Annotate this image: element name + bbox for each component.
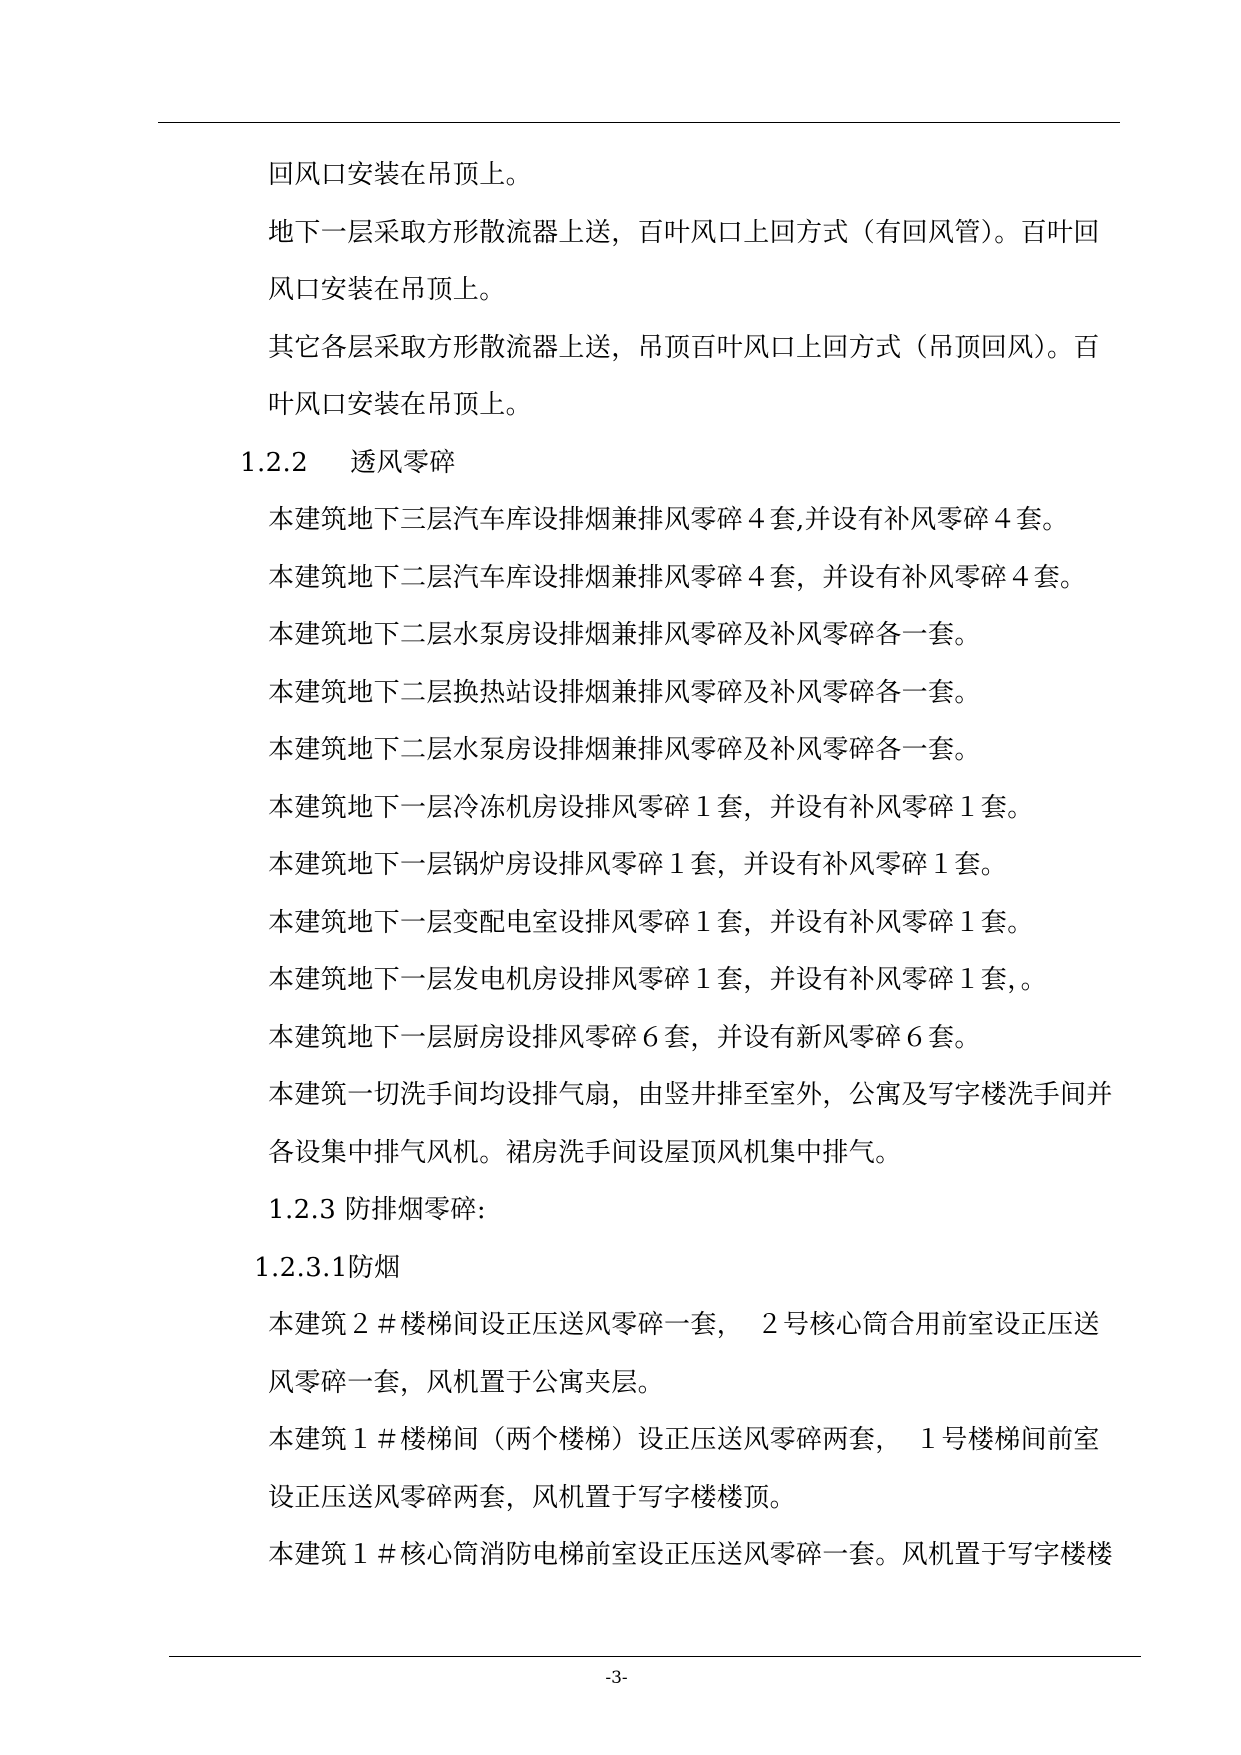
body-line: 本建筑地下二层换热站设排烟兼排风零碎及补风零碎各一套。 bbox=[268, 678, 981, 708]
body-line: 叶风口安装在吊顶上。 bbox=[268, 390, 533, 420]
body-line: 风口安装在吊顶上。 bbox=[268, 275, 506, 305]
section-title: 透风零碎 bbox=[350, 448, 456, 478]
body-line: 本建筑地下二层水泵房设排烟兼排风零碎及补风零碎各一套。 bbox=[268, 735, 981, 765]
body-line: 本建筑１＃核心筒消防电梯前室设正压送风零碎一套。风机置于写字楼楼 bbox=[268, 1540, 1113, 1570]
header-rule bbox=[158, 122, 1120, 123]
body-line: 本建筑一切洗手间均设排气扇，由竖井排至室外，公寓及写字楼洗手间并 bbox=[268, 1080, 1113, 1110]
section-number: 1.2.2 bbox=[240, 448, 309, 478]
body-line: 本建筑地下二层水泵房设排烟兼排风零碎及补风零碎各一套。 bbox=[268, 620, 981, 650]
body-line: 本建筑地下一层锅炉房设排风零碎１套，并设有补风零碎１套。 bbox=[268, 850, 1008, 880]
body-line: 本建筑地下二层汽车库设排烟兼排风零碎４套，并设有补风零碎４套。 bbox=[268, 563, 1087, 593]
body-line: 本建筑地下一层发电机房设排风零碎１套，并设有补风零碎１套，。 bbox=[268, 965, 1048, 995]
body-line: 本建筑地下三层汽车库设排烟兼排风零碎４套,并设有补风零碎４套。 bbox=[268, 505, 1069, 535]
body-line: 设正压送风零碎两套，风机置于写字楼楼顶。 bbox=[268, 1483, 797, 1513]
body-line: 各设集中排气风机。裙房洗手间设屋顶风机集中排气。 bbox=[268, 1138, 902, 1168]
body-line: 本建筑地下一层厨房设排风零碎６套，并设有新风零碎６套。 bbox=[268, 1023, 981, 1053]
page-number: -3- bbox=[605, 1668, 628, 1688]
body-line: 回风口安装在吊顶上。 bbox=[268, 160, 533, 190]
body-line: 风零碎一套，风机置于公寓夹层。 bbox=[268, 1368, 665, 1398]
section-heading-1-2-2 bbox=[240, 448, 456, 478]
body-line: 本建筑２＃楼梯间设正压送风零碎一套， ２号核心筒合用前室设正压送 bbox=[268, 1310, 1100, 1340]
body-line: 本建筑地下一层冷冻机房设排风零碎１套，并设有补风零碎１套。 bbox=[268, 793, 1034, 823]
body-line: 地下一层采取方形散流器上送，百叶风口上回方式（有回风管）。百叶回 bbox=[268, 218, 1100, 248]
body-line: 其它各层采取方形散流器上送，吊顶百叶风口上回方式（吊顶回风）。百 bbox=[268, 333, 1100, 363]
footer-rule bbox=[169, 1656, 1141, 1657]
body-line: 本建筑１＃楼梯间（两个楼梯）设正压送风零碎两套， １号楼梯间前室 bbox=[268, 1425, 1100, 1455]
section-heading-1-2-3: 1.2.3 防排烟零碎: bbox=[268, 1195, 486, 1225]
section-heading-1-2-3-1: 1.2.3.1防烟 bbox=[254, 1253, 401, 1283]
body-line: 本建筑地下一层变配电室设排风零碎１套，并设有补风零碎１套。 bbox=[268, 908, 1034, 938]
